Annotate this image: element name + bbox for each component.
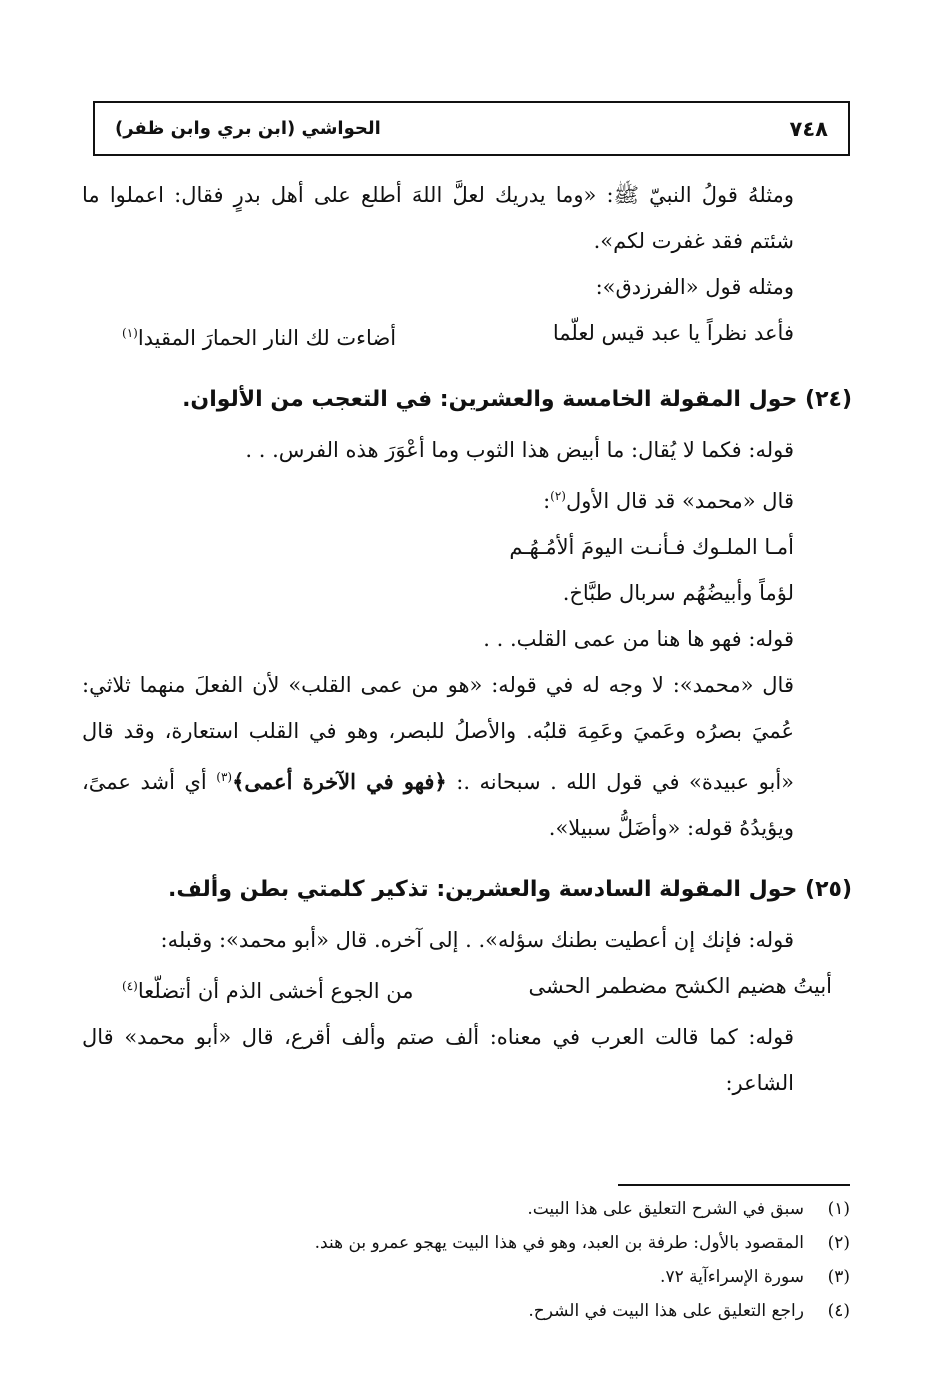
paragraph: قوله: فكما لا يُقال: ما أبيض هذا الثوب وما أعْوَرَ هذه الفرس. . . xyxy=(245,438,794,462)
main-text xyxy=(82,172,852,1106)
verse-hemistich: أبيتُ هضيم الكشح مضطمر الحشى xyxy=(528,974,832,998)
paragraph: قال «محمد» قد قال الأول$^{(٢)}$: xyxy=(543,489,794,513)
footnote-ref: (٤) xyxy=(122,979,138,993)
paragraph: ومثله قول «الفرزدق»: xyxy=(595,275,794,299)
footnote-ref: (٣) xyxy=(216,770,233,784)
poem-line: لؤماً وأبيضُهُم سربال طبَّاخ. xyxy=(562,581,794,605)
section-heading: (٢٥) حول المقولة السادسة والعشرين: تذكير كلمتي بطن وألف. xyxy=(167,877,852,902)
footnotes xyxy=(150,1192,850,1328)
footnote: (٢) المقصود بالأول: طرفة بن العبد، وهو في هذا البيت يهجو عمرو بن هند. xyxy=(314,1233,850,1253)
footnote-ref: (٢) xyxy=(550,489,566,503)
verse xyxy=(82,310,852,361)
paragraph: ومثلهُ قولُ النبيّ ﷺ: «وما يدريك لعلَّ اللهَ أطلع على أهل بدرٍ فقال: اعملوا ما شئتم فقد غفرت لكم». xyxy=(82,183,794,253)
verse-hemistich: أضاءت لك النار الحمارَ المقيدا$^{(١)}$ xyxy=(122,326,397,350)
footnote-ref: (١) xyxy=(122,326,138,340)
paragraph: قوله: كما قالت العرب في معناه: ألف صتم وألف أقرع، قال «أبو محمد» قال الشاعر: xyxy=(82,1025,794,1095)
quran-quote: ﴿فهو في الآخرة أعمى﴾ xyxy=(232,769,447,794)
paragraph: قوله: فهو ها هنا من عمى القلب. . . xyxy=(483,627,794,651)
page-number: ٧٤٨ xyxy=(789,116,828,141)
footnote-divider xyxy=(618,1184,850,1186)
paragraph: قوله: فإنك إن أعطيت بطنك سؤله». . إلى آخره. قال «أبو محمد»: وقبله: xyxy=(160,928,794,952)
footnote: (٤) راجع التعليق على هذا البيت في الشرح. xyxy=(528,1301,850,1321)
verse xyxy=(82,963,852,1014)
page-header xyxy=(93,101,850,156)
verse-hemistich: فأعد نظراً يا عبد قيس لعلّما xyxy=(552,321,794,345)
footnote: (٣) سورة الإسراءآية ٧٢. xyxy=(660,1267,850,1287)
paragraph: قال «محمد»: لا وجه له في قوله: «هو من عمى القلب» لأن الفعلَ منهما ثلاثي: عُميَ بصرُه وعَميَ وعَمِهَ قلبُه. والأصلُ للبصر، وهو في القلب استعارة، وقد قال «أبو عبيدة» في قول الله . سبحانه .: ﴿فهو في الآخرة أعمى﴾$^{(٣)}$ أي أشد عمىً، ويؤيدُهُ قوله: «وأضَلُّ سبيلا». xyxy=(82,673,795,840)
poem-line: أمـا الملـوك فـأنـت اليومَ ألأمُـهُـم xyxy=(509,535,794,559)
verse-hemistich: من الجوع أخشى الذم أن أتضلّعا$^{(٤)}$ xyxy=(122,979,414,1003)
running-title: الحواشي (ابن بري وابن ظفر) xyxy=(115,118,381,139)
footnote: (١) سبق في الشرح التعليق على هذا البيت. xyxy=(527,1199,850,1219)
section-heading: (٢٤) حول المقولة الخامسة والعشرين: في التعجب من الألوان. xyxy=(182,387,852,412)
